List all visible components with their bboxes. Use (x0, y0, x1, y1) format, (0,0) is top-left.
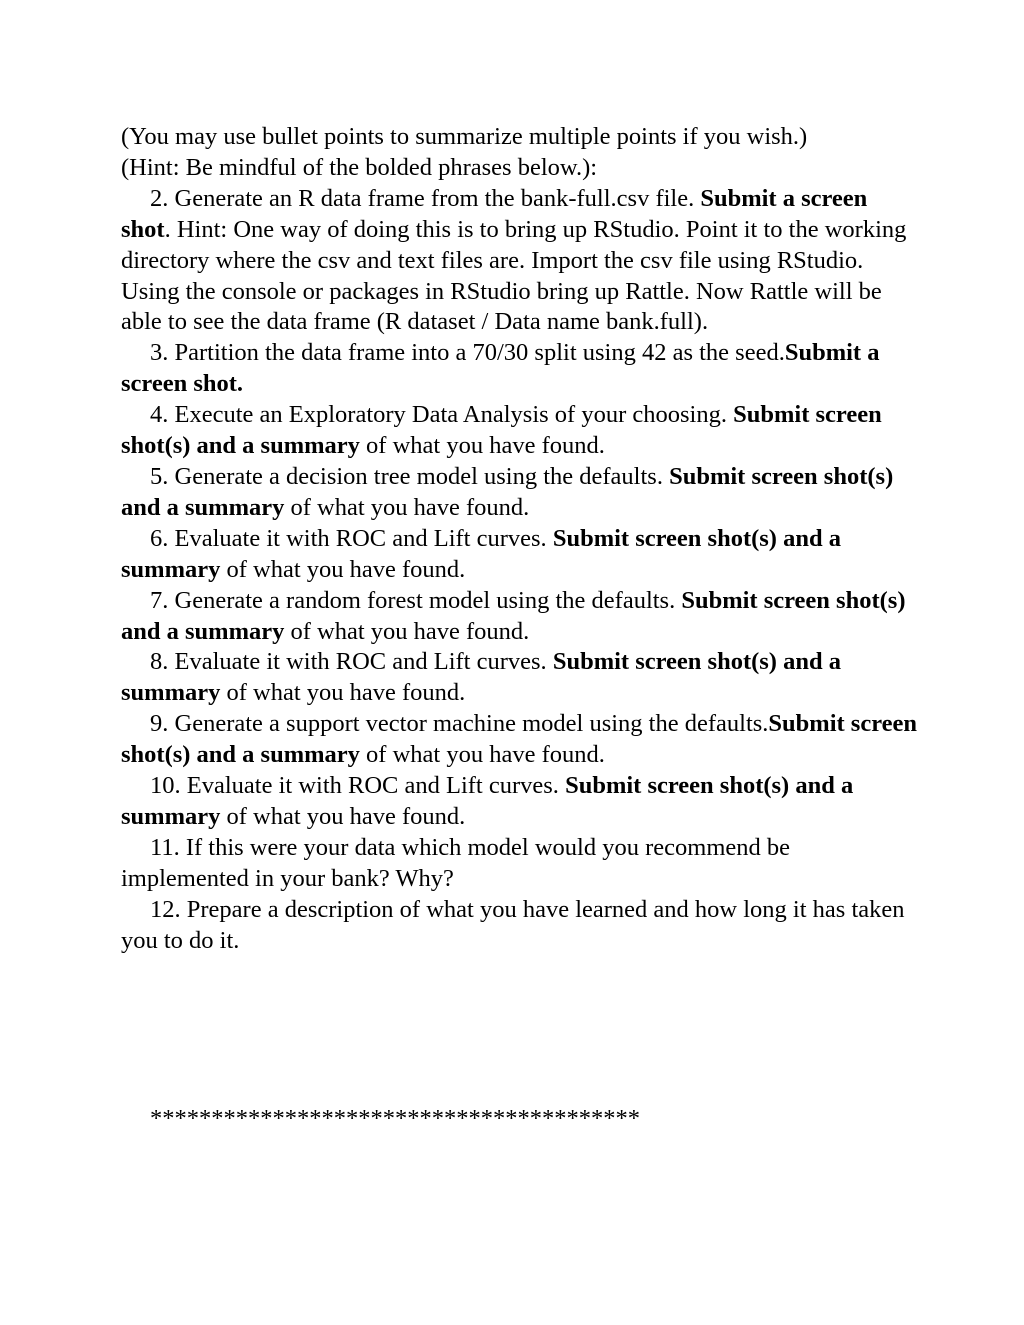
list-item (121, 771, 921, 833)
item-number: 8. (150, 648, 169, 676)
item-number: 3. (150, 339, 169, 367)
item-text: of what you have found. (284, 493, 530, 521)
item-text: Execute an Exploratory Data Analysis of your choosing. (174, 401, 734, 429)
item-number: 9. (150, 710, 169, 738)
item-bold-text: Submit screen shot(s) and a summary (121, 401, 882, 460)
item-number: 6. (150, 524, 169, 552)
item-bold-text: Submit screen shot(s) and a summary (121, 524, 841, 583)
list-item (121, 524, 921, 586)
list-item (121, 833, 921, 895)
item-text: Partition the data frame into a 70/30 split using 42 as the seed. (174, 339, 785, 367)
item-number: 7. (150, 586, 169, 614)
asterisk-separator: **************************************** (150, 1105, 640, 1132)
item-text: of what you have found. (220, 679, 466, 707)
item-bold-text: Submit screen shot(s) and a summary (121, 462, 894, 521)
item-number: 11. (150, 833, 180, 861)
item-number: 12. (150, 895, 181, 923)
item-bold-text: Submit screen shot(s) and a summary (121, 772, 854, 830)
item-text: of what you have found. (220, 802, 466, 830)
list-item (121, 709, 921, 771)
item-text: Evaluate it with ROC and Lift curves. (186, 772, 566, 800)
item-text: of what you have found. (284, 617, 530, 645)
item-text: Prepare a description of what you have learned and how long it has taken you to do it. (121, 895, 905, 954)
item-bold-text: Submit screen shot(s) and a summary (121, 648, 841, 707)
item-number: 10. (150, 772, 181, 800)
intro-line-2: (Hint: Be mindful of the bolded phrases below.): (121, 153, 598, 181)
item-text: Generate an R data frame from the bank-full.csv file. (174, 184, 701, 212)
item-text: Evaluate it with ROC and Lift curves. (174, 648, 553, 676)
item-text: If this were your data which model would you recommend be implemented in your bank? Why? (121, 833, 791, 892)
list-item (121, 895, 921, 957)
item-text: Generate a decision tree model using the defaults. (174, 462, 670, 490)
item-number: 2. (150, 184, 169, 212)
item-text: Evaluate it with ROC and Lift curves. (174, 524, 553, 552)
item-text: of what you have found. (359, 741, 605, 769)
document-body (121, 122, 921, 956)
item-number: 4. (150, 401, 169, 429)
item-bold-text: Submit a screen shot. (121, 339, 880, 398)
item-text: of what you have found. (359, 432, 605, 460)
item-bold-text: Submit a screen shot (121, 184, 868, 243)
item-bold-text: Submit screen shot(s) and a summary (121, 586, 906, 645)
item-text: Generate a support vector machine model using the defaults. (174, 710, 769, 738)
list-item (121, 184, 921, 339)
list-item (121, 400, 921, 462)
item-number: 5. (150, 462, 169, 490)
list-item (121, 462, 921, 524)
item-text: . Hint: One way of doing this is to bring up RStudio. Point it to the working directory where the csv and text files are. Import the csv file using RStudio. Using the console or packages in RStudio bring up Rattle. Now Rattle will be able to see the data frame (R dataset / Data name bank.full). (121, 215, 907, 336)
list-item (121, 647, 921, 709)
list-item (121, 586, 921, 648)
intro-line-1: (You may use bullet points to summarize multiple points if you wish.) (121, 123, 808, 150)
list-item (121, 338, 921, 400)
item-text: Generate a random forest model using the defaults. (174, 586, 682, 614)
item-text: of what you have found. (220, 555, 466, 583)
item-bold-text: Submit screen shot(s) and a summary (121, 710, 918, 769)
